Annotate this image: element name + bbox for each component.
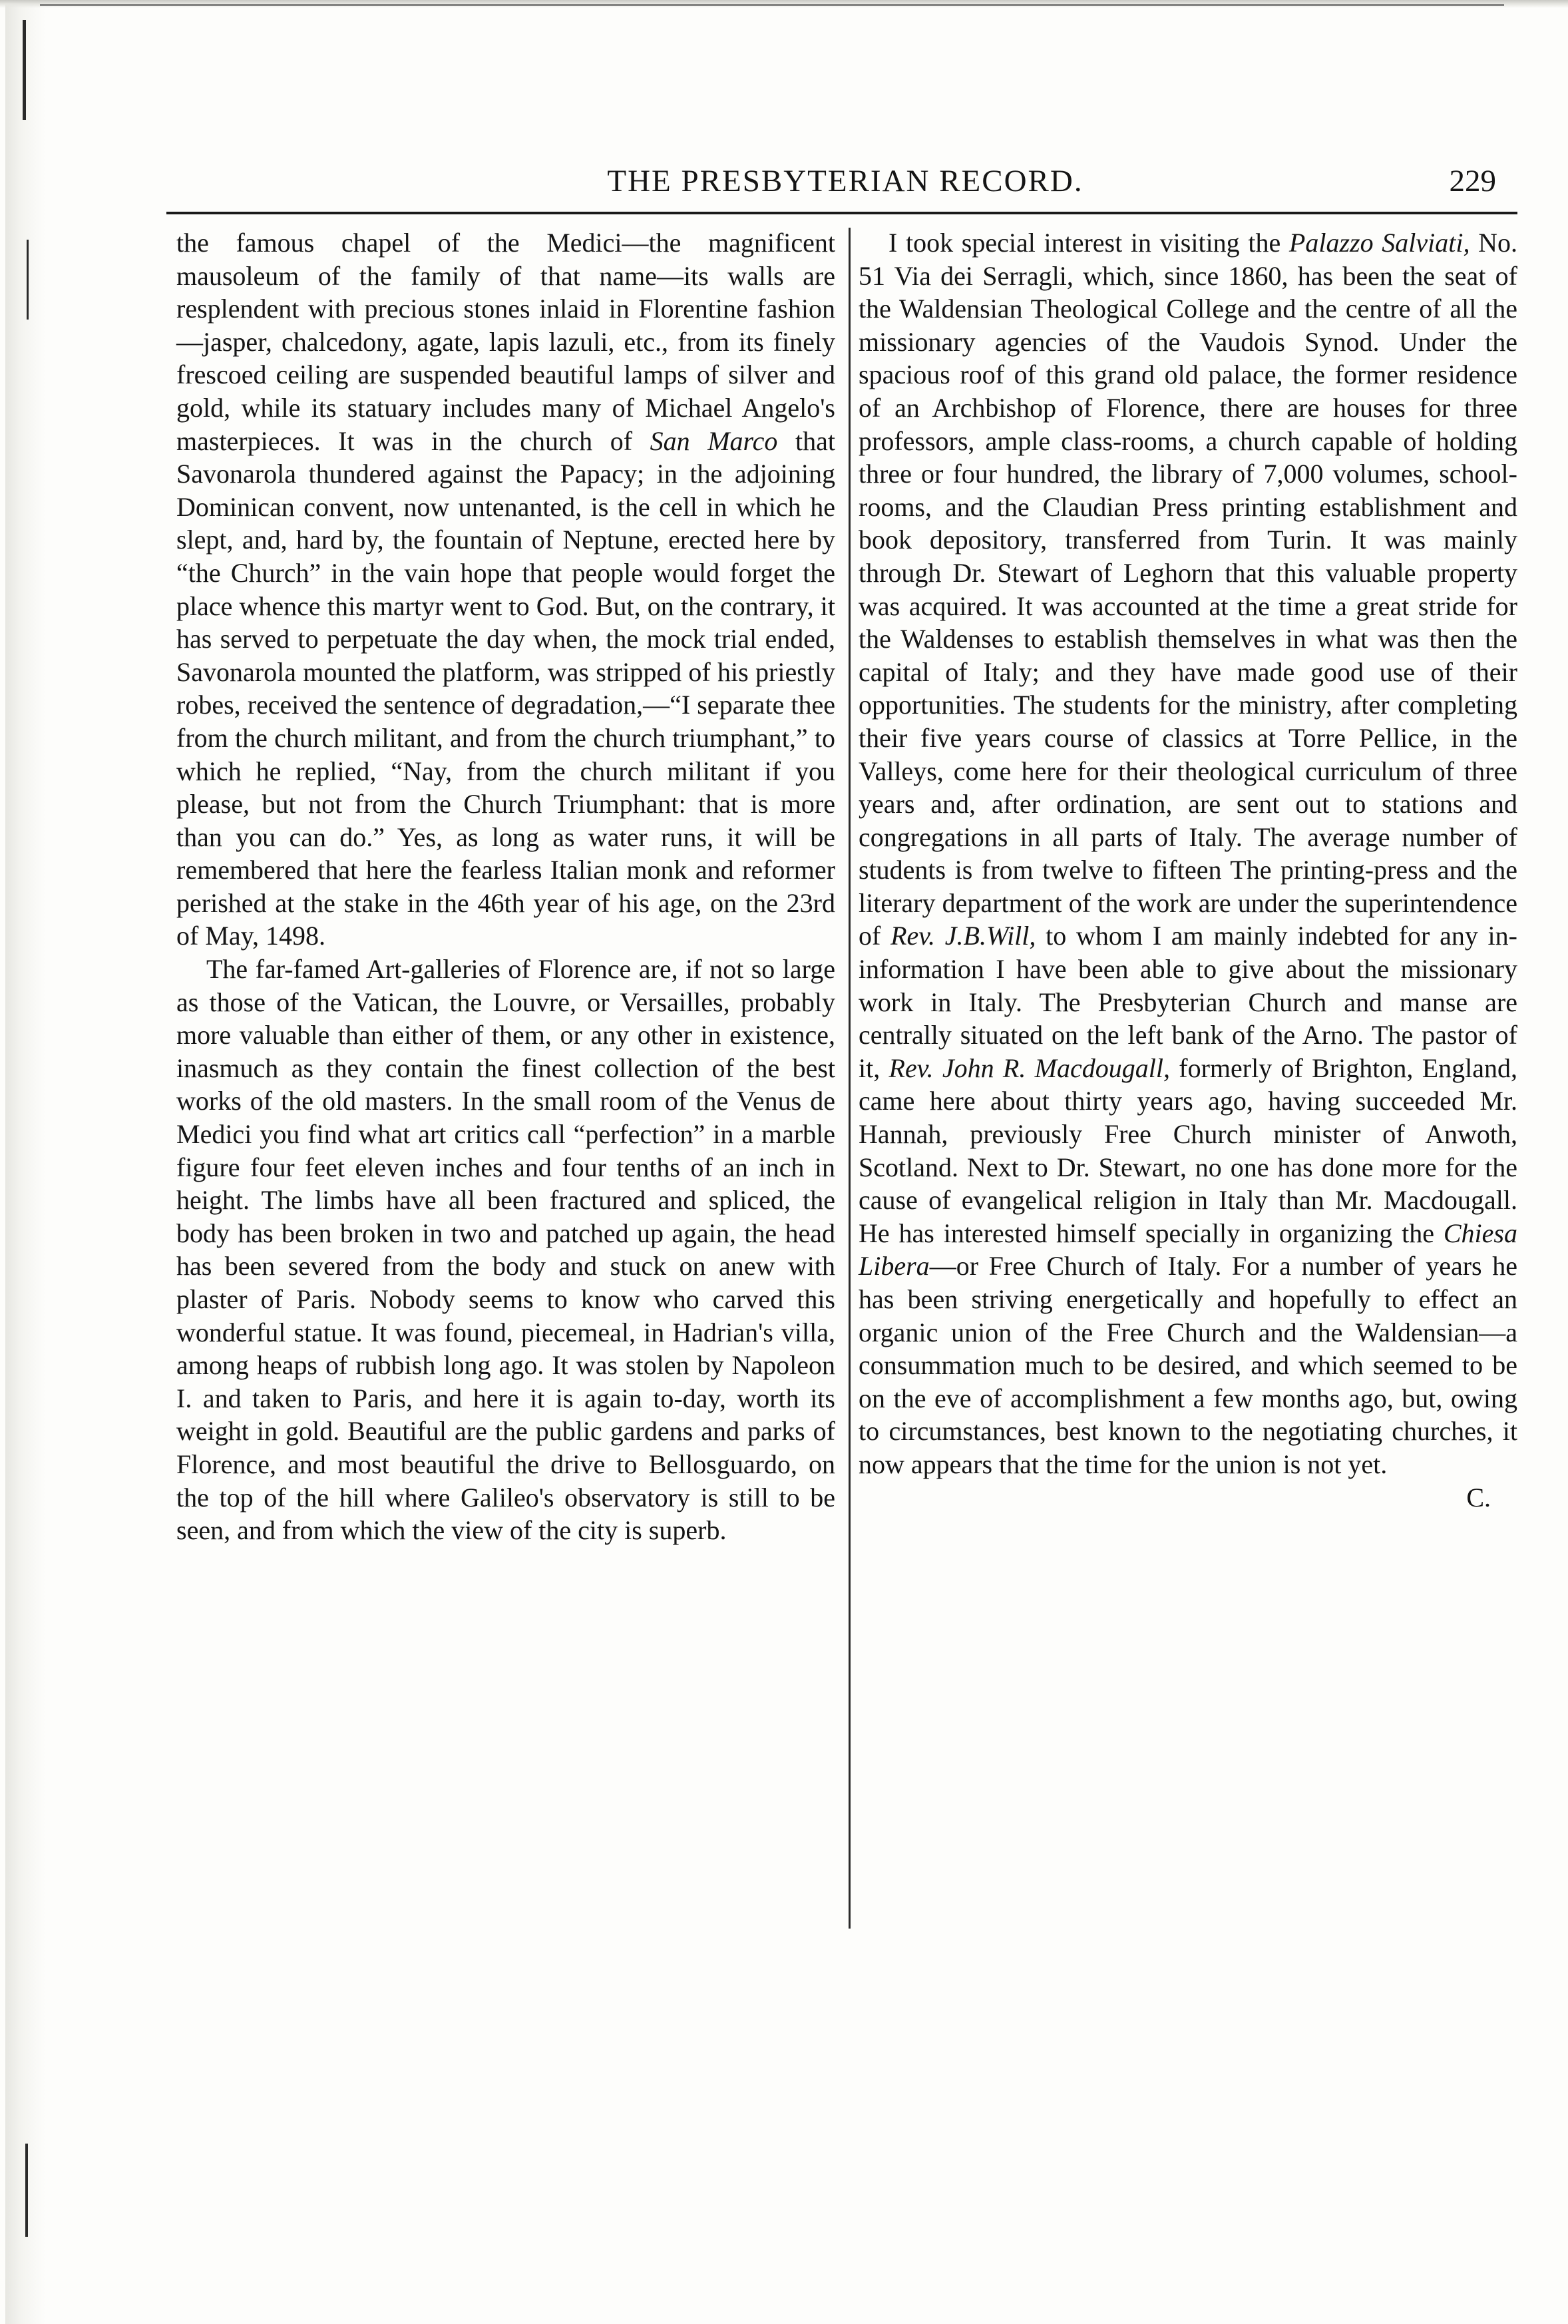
scan-left-mark (27, 240, 29, 320)
italic-text: San Marco (650, 425, 778, 456)
page-header (180, 154, 1511, 208)
header-rule (166, 212, 1517, 214)
italic-text: Chiesa Libera (859, 1218, 1517, 1281)
italic-text: Palazzo Salviati, (1288, 228, 1470, 258)
signature: C. (1466, 1482, 1491, 1512)
text-run: No. 51 Via dei Serragli, which, since 1860, has been the seat of the Waldensian Theological College and the centre of all the missionary agencies of the Vaudois Synod. Under the spacious roof of this grand old palace, the former residence of an Archbishop of Florence, there are houses for three professors, ample class-rooms, a church capable of holding three or four hundred, the library of 7,000 volumes, school-rooms, and the Claudian Press printing establishment and book depository, transferred from Turin. It was mainly through Dr. Stewart of Leghorn that this valuable property was acquired. It was accounted at the time a great stride for the Waldenses to establish themselves in what was then the capital of Italy; and they have made good use of their opportunities. The students for the ministry, after completing their five years course of classics at Torre Pellice, in the Valleys, come here for their theological curriculum of three years and, after ordination, are sent out to stations and congregations in all parts of Italy. The average number of students is from twelve to fifteen The printing-press and the literary department of the work are under the superintendence of (859, 228, 1518, 951)
scan-left-mark (23, 20, 26, 120)
scan-left-edge (5, 0, 45, 2324)
paragraph-art-galleries: The far-famed Art-galleries of Florence are, if not so large as those of the Vatican, the Louvre, or Versailles, probably more valuable than either of them, or any other in existence, inasmuch as they contain the finest collection of the best works of the old masters. In the small room of the Venus de Medici you find what art critics call “perfection” in a marble figure four feet eleven inches and four tenths of an inch in height. The limbs have all been fractured and spliced, the body has been broken in two and patched up again, the head has been severed from the body and stuck on anew with plaster of Paris. Nobody seems to know who carved this wonderful statue. It was found, piecemeal, in Hadrian's villa, among heaps of rubbish long ago. It was stolen by Napoleon I. and taken to Paris, and here it is again to-day, worth its weight in gold. Beautiful are the public gardens and parks of Florence, and most beautiful the drive to Bellosguardo, on the top of the hill where Galileo's observatory is still to be seen, and from which the view of the city is superb. (176, 954, 835, 1546)
running-title: THE PRESBYTERIAN RECORD. (607, 164, 1083, 198)
scan-left-mark (25, 2144, 28, 2237)
italic-text: Rev. J.B.Will, (890, 921, 1036, 951)
left-column (176, 226, 835, 1547)
text-run: —or Free Church of Italy. For a number of years he has been striving energetically and hopefully to effect an organic union of the Free Church and the Waldensian—a consummation much to be desired, and which seemed to be on the eve of accomplishment a few months ago, but, owing to circumstances, best known to the negotiating churches, it now appears that the time for the union is not yet. (859, 1251, 1517, 1479)
scan-top-edge (0, 0, 1568, 8)
text-run: the famous chapel of the Medici—the magnificent mausoleum of the family of that name—its walls are resplendent with precious stones inlaid in Florentine fashion—jasper, chalcedony, agate, lapis lazuli, etc., from its finely frescoed ceiling are suspended beautiful lamps of silver and gold, while its statuary includes many of Michael Angelo's masterpieces. It was in the church of (176, 228, 835, 456)
italic-text: Rev. John R. Macdougall, (888, 1052, 1170, 1083)
page-number: 229 (1449, 164, 1496, 198)
scan-top-mark (40, 4, 1504, 6)
text-run: formerly of Brighton, England, came here about thirty years ago, having succeeded Mr. Hannah, previously Free Church minister of Anwoth, Scotland. Next to Dr. Stewart, no one has done more for the cause of evangelical religion in Italy than Mr. Macdougall. He has interested himself specially in organizing the (859, 1052, 1517, 1248)
right-column (859, 226, 1517, 1514)
text-run: to whom I am mainly indebted for any in-information I have been able to give about the missionary work in Italy. The Presbyterian Church and manse are centrally situated on the left bank of the Arno. The pastor of it, (859, 921, 1517, 1083)
paragraph-medici-savonarola (176, 226, 835, 953)
text-run: I took special interest in visiting the (888, 228, 1289, 258)
paragraph-palazzo-salviati (859, 226, 1517, 1481)
column-divider (849, 228, 851, 1929)
text-run: that Savonarola thundered against the Papacy; in the adjoining Dominican convent, now untenanted, is the cell in which he slept, and, hard by, the fountain of Neptune, erected here by “the Church” in the vain hope that people would forget the place whence this martyr went to God. But, on the contrary, it has served to perpetuate the day when, the mock trial ended, Savonarola mounted the platform, was stripped of his priestly robes, received the sentence of degradation,—“I separate thee from the church militant, and from the church triumphant,” to which he replied, “Nay, from the church militant if you please, but not from the Church Triumphant: that is more than you can do.” Yes, as long as water runs, it will be remembered that here the fearless Italian monk and reformer perished at the stake in the 46th year of his age, on the 23rd of May, 1498. (176, 425, 835, 951)
